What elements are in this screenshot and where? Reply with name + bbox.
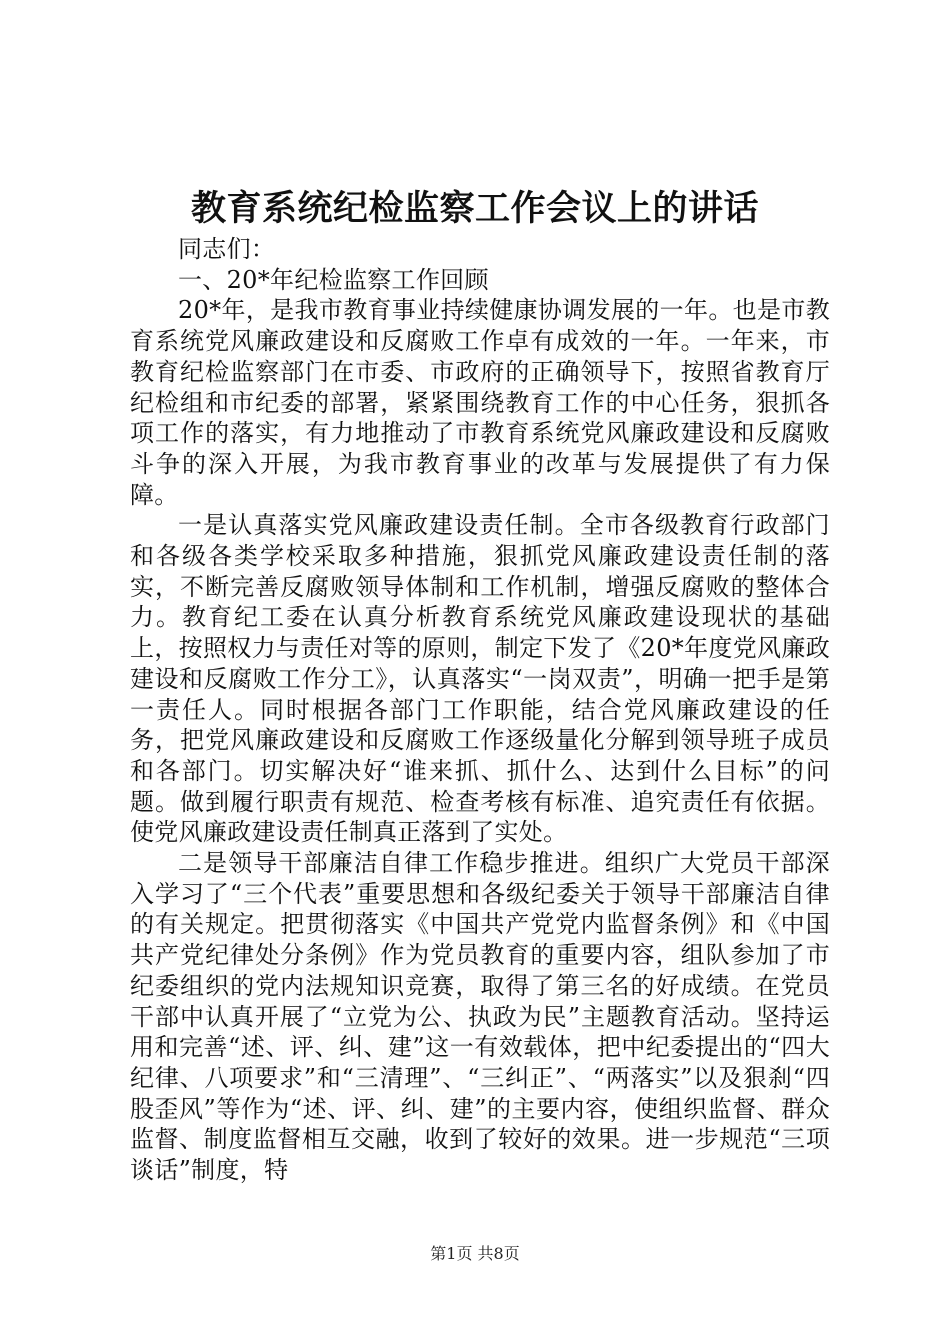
document-title: 教育系统纪检监察工作会议上的讲话 bbox=[190, 189, 759, 229]
paragraph-responsibility-system: 一是认真落实党风廉政建设责任制。全市各级教育行政部门和各级各类学校采取多种措施，狠抓党风廉政建设责任制的落实，不断完善反腐败领导体制和工作机制，增强反腐败的整体合力。教育纪工委在认真分析教育系统党风廉政建设现状的基础上，按照权力与责任对等的原则，制定下发了《20*年度党风廉政建设和反腐败工作分工》，认真落实“一岗双责”，明确一把手是第一责任人。同时根据各部门工作职能，结合党风廉政建设的任务，把党风廉政建设和反腐败工作逐级量化分解到领导班子成员和各部门。切实解决好“谁来抓、抓什么、达到什么目标”的问题。做到履行职责有规范、检查考核有标准、追究责任有依据。使党风廉政建设责任制真正落到了实处。 bbox=[130, 511, 830, 847]
document-body bbox=[130, 234, 830, 1186]
section-heading: 一、20*年纪检监察工作回顾 bbox=[178, 265, 489, 294]
paragraph-self-discipline: 二是领导干部廉洁自律工作稳步推进。组织广大党员干部深入学习了“三个代表”重要思想和各级纪委关于领导干部廉洁自律的有关规定。把贯彻落实《中国共产党党内监督条例》和《中国共产党纪律处分条例》作为党员教育的重要内容，组队参加了市纪委组织的党内法规知识竞赛，取得了第三名的好成绩。在党员干部中认真开展了“立党为公、执政为民”主题教育活动。坚持运用和完善“述、评、纠、建”这一有效载体，把中纪委提出的“四大纪律、八项要求”和“三清理”、“三纠正”、“两落实”以及狠刹“四股歪风”等作为“述、评、纠、建”的主要内容，使组织监督、群众监督、制度监督相互交融，收到了较好的效果。进一步规范“三项谈话”制度，特 bbox=[130, 849, 830, 1185]
page-indicator: 第1页 共8页 bbox=[430, 1244, 520, 1263]
salutation: 同志们： bbox=[178, 235, 276, 263]
paragraph-review: 20*年，是我市教育事业持续健康协调发展的一年。也是市教育系统党风廉政建设和反腐败工作卓有成效的一年。一年来，市教育纪检监察部门在市委、市政府的正确领导下，按照省教育厅纪检组和市纪委的部署，紧紧围绕教育工作的中心任务，狠抓各项工作的落实，有力地推动了市教育系统党风廉政建设和反腐败斗争的深入开展，为我市教育事业的改革与发展提供了有力保障。 bbox=[130, 296, 830, 509]
